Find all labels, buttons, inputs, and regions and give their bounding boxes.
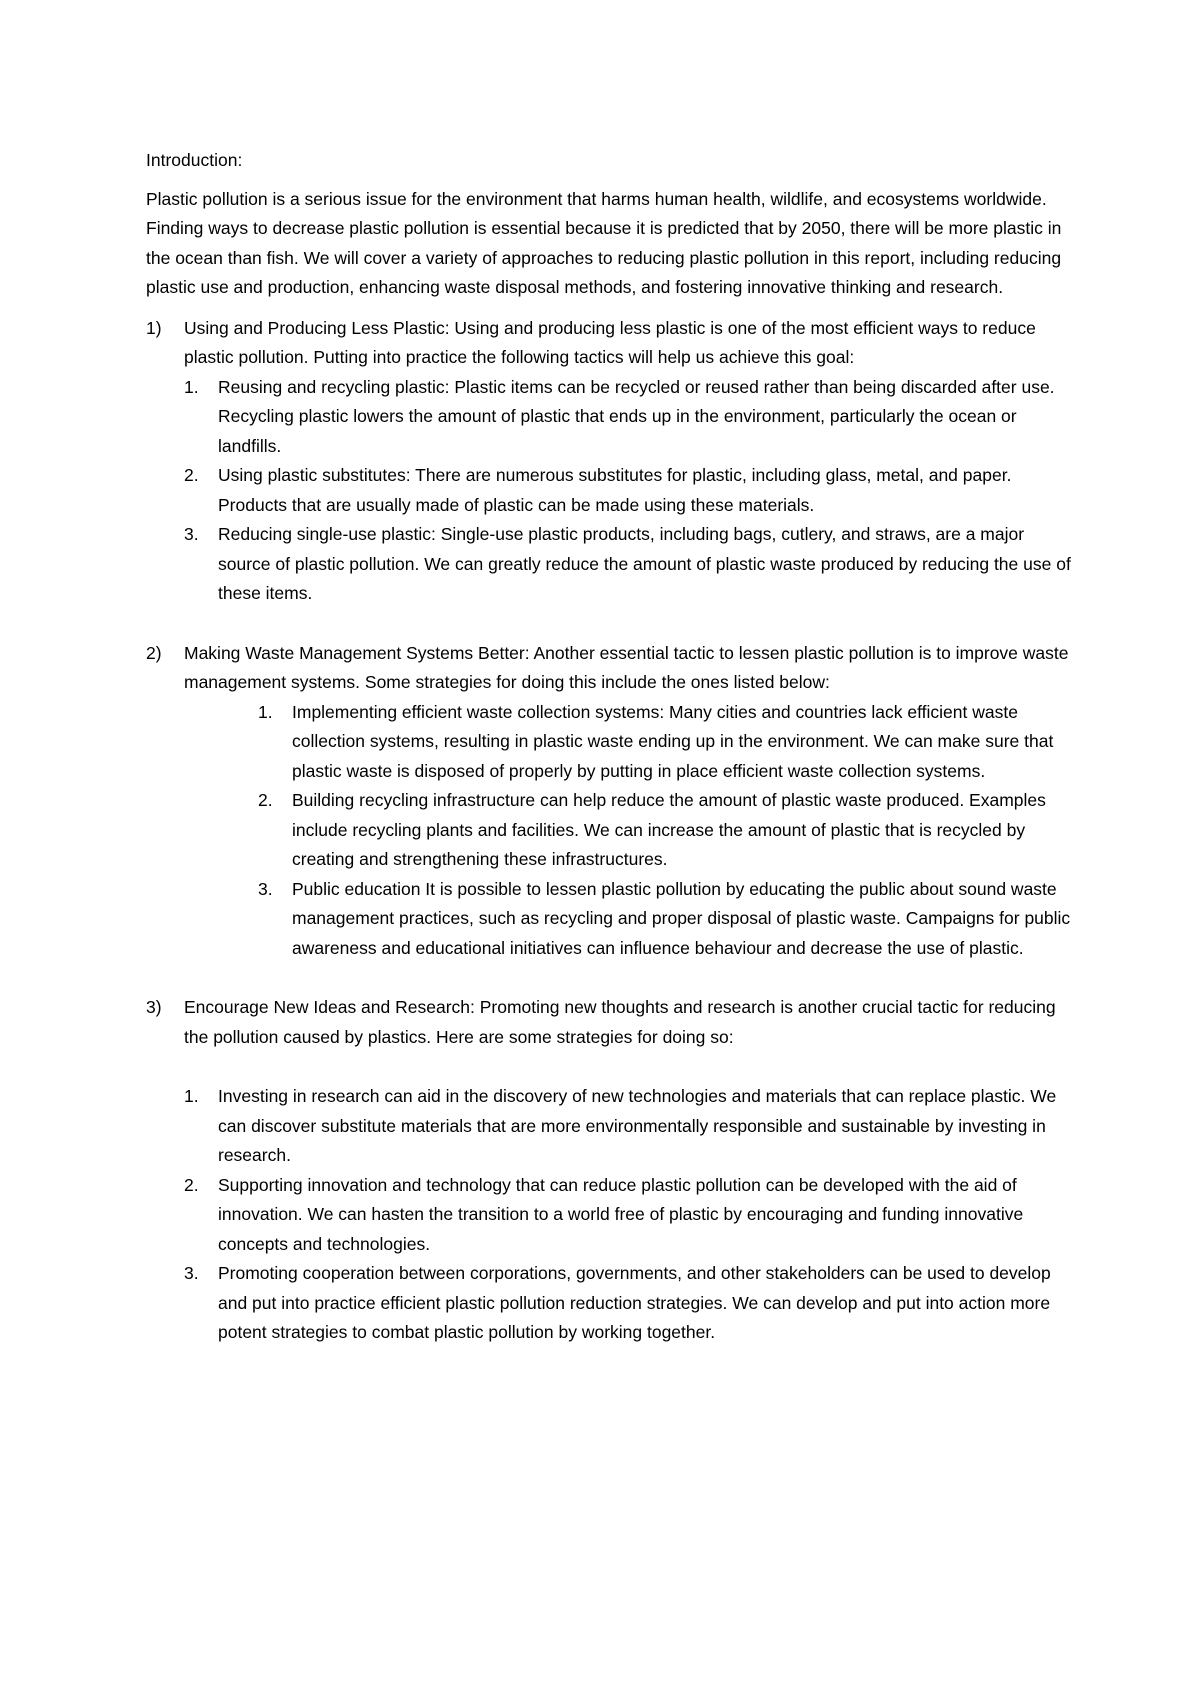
list-item-number: 1. [184, 1086, 199, 1106]
list-item [184, 520, 1071, 609]
list-item [184, 373, 1071, 462]
list-item-text: Investing in research can aid in the discovery of new technologies and materials that can replace plastic. We can discover substitute materials that are more environmentally responsible and sustainable by investing in research. [218, 1086, 1057, 1165]
section-3 [146, 993, 1071, 1348]
list-item-text: Reducing single-use plastic: Single-use plastic products, including bags, cutlery, and straws, are a major source of plastic pollution. We can greatly reduce the amount of plastic waste produced by reducing the use of these items. [218, 524, 1071, 603]
list-item [184, 786, 1071, 875]
section-2-list [184, 698, 1071, 964]
list-item-number: 2. [184, 1174, 199, 1195]
section-2 [146, 639, 1071, 964]
list-item-text: Promoting cooperation between corporations, governments, and other stakeholders can be used to develop and put into practice efficient plastic pollution reduction strategies. We can develop and put into action more potent strategies to combat plastic pollution by working together. [218, 1263, 1051, 1342]
section-text: Using and Producing Less Plastic: Using and producing less plastic is one of the most efficient ways to reduce plastic pollution. Putting into practice the following tactics will help us achieve this goal: [184, 317, 1036, 367]
list-item-text: Building recycling infrastructure can help reduce the amount of plastic waste produced. Examples include recycling plants and facilities. We can increase the amount of plastic that is recycled by creating and strengthening these infrastructures. [292, 790, 1046, 869]
section-3-list [184, 1082, 1071, 1348]
list-item-number: 1. [258, 701, 273, 722]
list-item-text: Supporting innovation and technology that can reduce plastic pollution can be developed with the aid of innovation. We can hasten the transition to a world free of plastic by encouraging and funding innovative concepts and technologies. [218, 1174, 1024, 1254]
list-item-text: Reusing and recycling plastic: Plastic items can be recycled or reused rather than being discarded after use. Recycling plastic lowers the amount of plastic that ends up in the environment, particularly the ocean or landfills. [218, 376, 1055, 456]
list-item [184, 698, 1071, 787]
list-item-text: Using plastic substitutes: There are numerous substitutes for plastic, including glass, metal, and paper. Products that are usually made of plastic can be made using these materials. [218, 465, 1012, 515]
list-item-text: Public education It is possible to lessen plastic pollution by educating the public about sound waste management practices, such as recycling and proper disposal of plastic waste. Campaigns for public awareness and educational initiatives can influence behaviour and decrease the use of plastic. [292, 878, 1071, 958]
list-item-number: 3. [184, 524, 199, 544]
document-body [146, 146, 1071, 1348]
list-item [184, 1171, 1071, 1260]
list-item [184, 1082, 1071, 1171]
list-item [184, 1259, 1071, 1348]
list-item-number: 3. [258, 878, 273, 899]
section-text: Making Waste Management Systems Better: Another essential tactic to lessen plastic pollution is to improve waste management systems. Some strategies for doing this include the ones listed below: [184, 642, 1069, 692]
intro-heading: Introduction: [146, 150, 243, 170]
section-1 [146, 314, 1071, 609]
section-text: Encourage New Ideas and Research: Promoting new thoughts and research is another crucial tactic for reducing the pollution caused by plastics. Here are some strategies for doing so: [184, 997, 1056, 1047]
list-item-number: 2. [258, 790, 273, 810]
list-item [184, 461, 1071, 520]
section-1-list [184, 373, 1071, 609]
intro-paragraph: Plastic pollution is a serious issue for the environment that harms human health, wildlife, and ecosystems worldwide. Finding ways to decrease plastic pollution is essential because it is predicted that by 2050, there will be more plastic in the ocean than fish. We will cover a variety of approaches to reducing plastic pollution in this report, including reducing plastic use and production, enhancing waste disposal methods, and fostering innovative thinking and research. [146, 188, 1062, 297]
list-item-text: Implementing efficient waste collection systems: Many cities and countries lack efficient waste collection systems, resulting in plastic waste ending up in the environment. We can make sure that plastic waste is disposed of properly by putting in place efficient waste collection systems. [292, 701, 1054, 781]
list-item-number: 3. [184, 1263, 199, 1283]
list-item [184, 875, 1071, 964]
list-item-number: 1. [184, 376, 199, 397]
section-number: 2) [146, 642, 162, 663]
section-number: 1) [146, 317, 162, 338]
section-number: 3) [146, 997, 162, 1017]
list-item-number: 2. [184, 465, 199, 485]
